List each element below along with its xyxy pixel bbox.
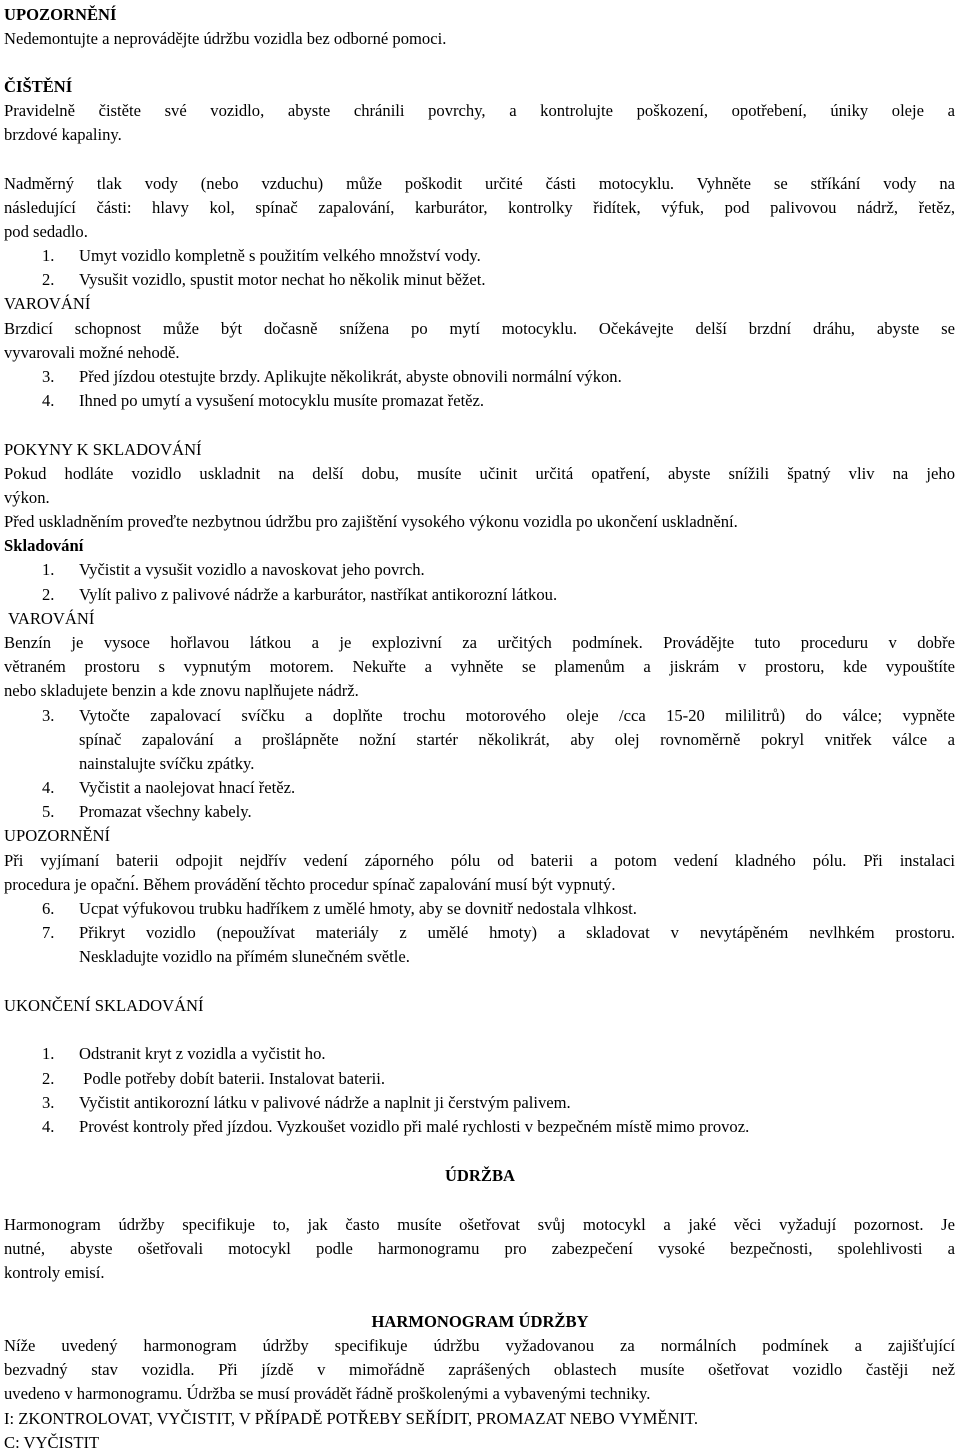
heading-pokyny-k-skladovani: POKYNY K SKLADOVÁNÍ — [4, 440, 202, 459]
list-item-number: 1. — [42, 1044, 55, 1063]
list-item-number: 1. — [42, 246, 55, 265]
list-item-number: 2. — [42, 585, 55, 604]
list-item-number: 4. — [42, 1117, 55, 1136]
paragraph-line: brzdové kapaliny. — [4, 125, 122, 144]
paragraph-line: pod sedadlo. — [4, 222, 88, 241]
paragraph-line: uvedeno v harmonogramu. Údržba se musí provádět řádně proškolenými a vybavenými techniky. — [4, 1384, 651, 1403]
list-item: Před jízdou otestujte brzdy. Aplikujte několikrát, abyste obnovili normální výkon. — [79, 367, 622, 386]
list-item-line: Přikryt vozidlo (nepoužívat materiály z umělé hmoty) a skladovat v nevytápěném nevlhkém prostoru. — [79, 923, 955, 942]
paragraph-line: Brzdicí schopnost může být dočasně snížena po mytí motocyklu. Očekávejte delší brzdní dráhu, abyste se — [4, 319, 955, 338]
list-item-number: 2. — [42, 270, 55, 289]
heading-harmonogram-udrzby: HARMONOGRAM ÚDRŽBY — [371, 1312, 589, 1331]
paragraph-line: Před uskladněním proveďte nezbytnou údržbu pro zajištění vysokého výkonu vozidla po ukončení uskladnění. — [4, 512, 738, 531]
list-item: Provést kontroly před jízdou. Vyzkoušet vozidlo při malé rychlosti v bezpečném místě mimo provoz. — [79, 1117, 750, 1136]
heading-upozorneni: UPOZORNĚNÍ — [4, 826, 111, 845]
list-item-number: 3. — [42, 706, 55, 725]
list-item-number: 6. — [42, 899, 55, 918]
list-item: Ucpat výfukovou trubku hadříkem z umělé hmoty, aby se dovnitř nedostala vlhkost. — [79, 899, 637, 918]
list-item: Vyčistit a naolejovat hnací řetěz. — [79, 778, 296, 797]
heading-varovani: VAROVÁNÍ — [4, 294, 91, 313]
list-item-number: 1. — [42, 560, 55, 579]
list-item: Vylít palivo z palivové nádrže a karburátor, nastříkat antikorozní látkou. — [79, 585, 558, 604]
list-item: Promazat všechny kabely. — [79, 802, 252, 821]
heading-varovani: VAROVÁNÍ — [8, 609, 95, 628]
heading-ukonceni-skladovani: UKONČENÍ SKLADOVÁNÍ — [4, 996, 204, 1015]
list-item-number: 3. — [42, 367, 55, 386]
paragraph-line: Pokud hodláte vozidlo uskladnit na delší dobu, musíte učinit určitá opatření, abyste snížili špatný vliv na jeho — [4, 464, 955, 483]
list-item: Umyt vozidlo kompletně s použitím velkého množství vody. — [79, 246, 481, 265]
list-item-number: 3. — [42, 1093, 55, 1112]
paragraph-line: Nadměrný tlak vody (nebo vzduchu) může poškodit určité části motocyklu. Vyhněte se stříkání vody na — [4, 174, 955, 193]
list-item-number: 7. — [42, 923, 55, 942]
list-item: Odstranit kryt z vozidla a vyčistit ho. — [79, 1044, 326, 1063]
list-item-line: nainstalujte svíčku zpátky. — [79, 754, 255, 773]
list-item-line: Vytočte zapalovací svíčku a doplňte trochu motorového oleje /cca 15-20 mililitrů) do válce; vypněte — [79, 706, 955, 725]
list-item-number: 4. — [42, 778, 55, 797]
paragraph-line: Harmonogram údržby specifikuje to, jak často musíte ošetřovat svůj motocykl a jaké věci vyžadují pozornost. Je — [4, 1215, 955, 1234]
paragraph-line: Benzín je vysoce hořlavou látkou a je explozivní za určitých podmínek. Provádějte tuto proceduru v dobře — [4, 633, 955, 652]
heading-udrzba: ÚDRŽBA — [444, 1166, 516, 1185]
paragraph: Nedemontujte a neprovádějte údržbu vozidla bez odborné pomoci. — [4, 29, 447, 48]
list-item: Podle potřeby dobít baterii. Instalovat baterii. — [79, 1069, 385, 1088]
paragraph-line: nutné, abyste ošetřovali motocykl podle harmonogramu pro zabezpečení vysoké bezpečnosti, spolehlivosti a — [4, 1239, 955, 1258]
paragraph-line: následující části: hlavy kol, spínač zapalování, karburátor, kontrolky řidítek, výfuk, pod palivovou nádrž, řetěz, — [4, 198, 955, 217]
list-item-number: 2. — [42, 1069, 55, 1088]
list-item: Ihned po umytí a vysušení motocyklu musíte promazat řetěz. — [79, 391, 485, 410]
paragraph-line: procedura je opačnı́. Během provádění těchto procedur spínač zapalování musí být vypnutý. — [4, 875, 616, 894]
paragraph-line: bezvadný stav vozidla. Při jízdě v mimořádně zaprášených oblastech musíte ošetřovat vozidlo častěji než — [4, 1360, 955, 1379]
list-item: Vyčistit a vysušit vozidlo a navoskovat jeho povrch. — [79, 560, 425, 579]
list-item: Vysušit vozidlo, spustit motor nechat ho několik minut běžet. — [79, 270, 486, 289]
paragraph-line: Při vyjímaní baterii odpojit nejdřív vedení záporného pólu od baterii a potom vedení kladného pólu. Při instalaci — [4, 851, 955, 870]
heading-skladovani: Skladování — [4, 536, 84, 555]
heading-upozorneni: UPOZORNĚNÍ — [4, 5, 117, 24]
legend-line: C: VYČISTIT — [4, 1433, 100, 1452]
list-item-number: 4. — [42, 391, 55, 410]
paragraph-line: větraném prostoru s vypnutým motorem. Nekuřte a vyhněte se plamenům a jiskrám v prostoru, kde vypouštíte — [4, 657, 955, 676]
list-item-number: 5. — [42, 802, 55, 821]
legend-line: I: ZKONTROLOVAT, VYČISTIT, V PŘÍPADĚ POTŘEBY SEŘÍDIT, PROMAZAT NEBO VYMĚNIT. — [4, 1409, 699, 1428]
paragraph-line: výkon. — [4, 488, 50, 507]
paragraph-line: Níže uvedený harmonogram údržby specifikuje údržbu vyžadovanou za normálních podmínek a zajišťující — [4, 1336, 955, 1355]
paragraph-line: kontroly emisí. — [4, 1263, 105, 1282]
list-item-line: Neskladujte vozidlo na přímém slunečném světle. — [79, 947, 410, 966]
paragraph-line: nebo skladujete benzin a kde znovu naplňujete nádrž. — [4, 681, 359, 700]
list-item: Vyčistit antikorozní látku v palivové nádrže a naplnit ji čerstvým palivem. — [79, 1093, 571, 1112]
list-item-line: spínač zapalování a prošlápněte nožní startér několikrát, aby olej rovnoměrně pokryl vnitřek válce a — [79, 730, 955, 749]
heading-cisteni: ČIŠTĚNÍ — [4, 77, 73, 96]
paragraph-line: vyvarovali možné nehodě. — [4, 343, 180, 362]
paragraph-line: Pravidelně čistěte své vozidlo, abyste chránili povrchy, a kontrolujte poškození, opotřebení, úniky oleje a — [4, 101, 955, 120]
